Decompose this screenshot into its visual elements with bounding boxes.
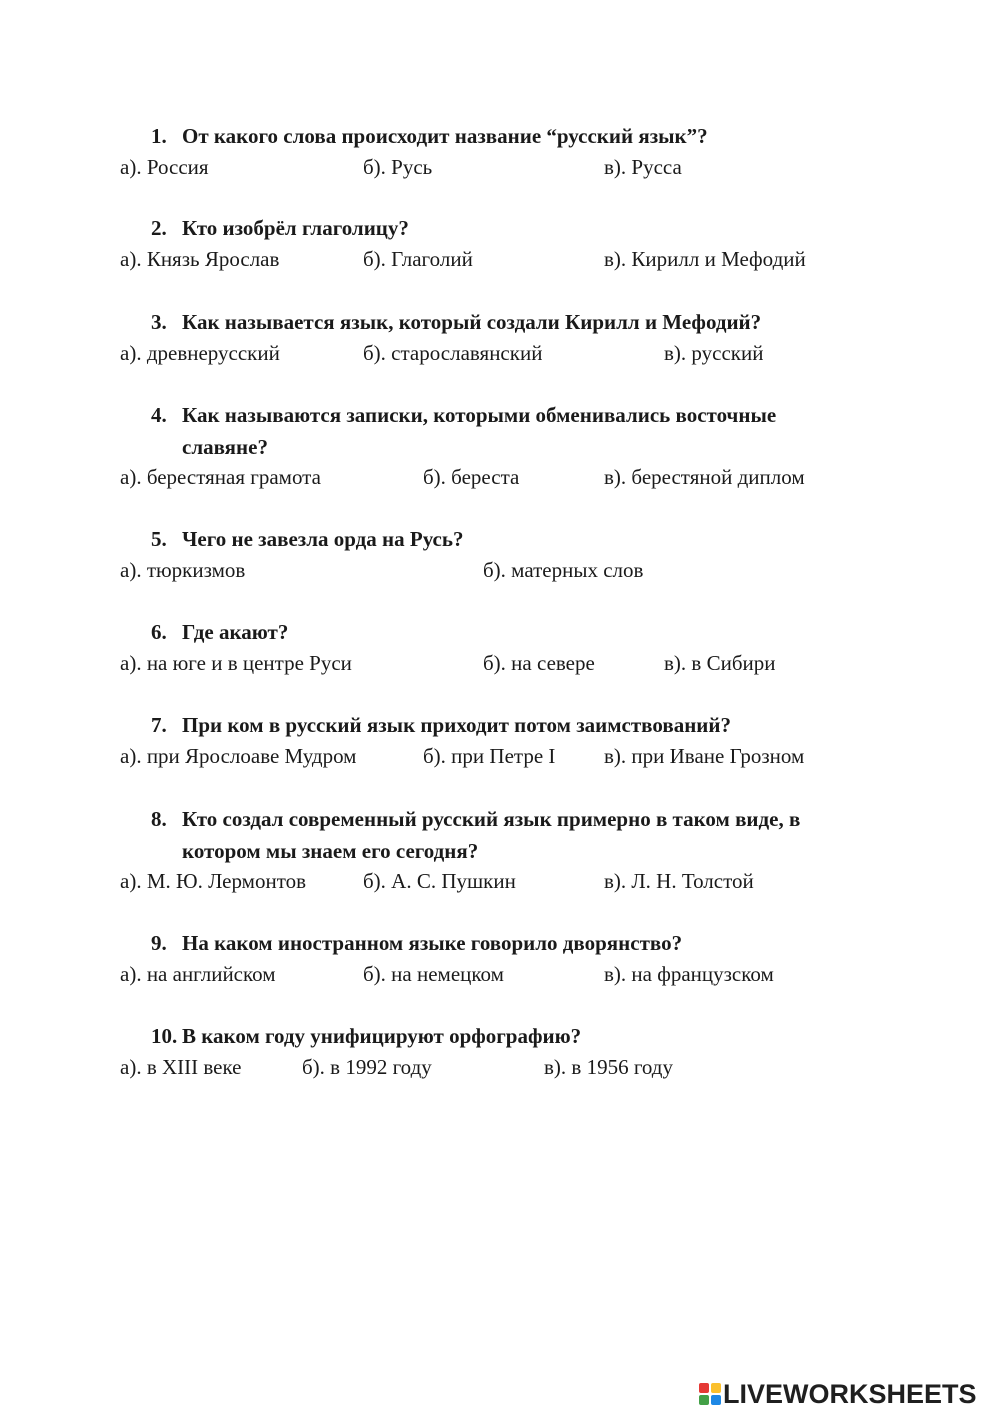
question-number: 7. (151, 713, 167, 737)
question-6 (151, 616, 871, 648)
question-10 (151, 1020, 871, 1052)
answer-row-2 (0, 243, 1000, 275)
question-text: Где акают? (182, 620, 289, 644)
question-number: 10. (151, 1024, 178, 1048)
option-b[interactable]: б). матерных слов (483, 558, 644, 582)
question-text: Как называются записки, которыми обменивались восточные славяне? (182, 403, 777, 459)
question-2 (151, 212, 871, 244)
option-b[interactable]: б). на севере (483, 651, 595, 675)
question-number: 1. (151, 124, 167, 148)
liveworksheets-logo (699, 1379, 977, 1409)
question-7 (151, 709, 871, 741)
option-b[interactable]: б). береста (423, 465, 520, 489)
option-b[interactable]: б). старославянский (363, 341, 543, 365)
answer-row-9 (0, 958, 1000, 990)
question-number: 3. (151, 310, 167, 334)
question-text: От какого слова происходит название “русский язык”? (182, 124, 708, 148)
option-c[interactable]: в). Русса (604, 155, 682, 179)
option-a[interactable]: а). Князь Ярослав (120, 247, 280, 271)
answer-row-8 (0, 865, 1000, 897)
option-c[interactable]: в). в Сибири (664, 651, 776, 675)
question-8 (151, 803, 881, 867)
answer-row-3 (0, 337, 1000, 369)
option-a[interactable]: а). тюркизмов (120, 558, 246, 582)
question-text: В каком году унифицируют орфографию? (182, 1024, 582, 1048)
question-number: 5. (151, 527, 167, 551)
question-3 (151, 306, 871, 338)
question-number: 6. (151, 620, 167, 644)
question-text: Кто изобрёл глаголицу? (182, 216, 409, 240)
option-c[interactable]: в). Л. Н. Толстой (604, 869, 754, 893)
question-number: 2. (151, 216, 167, 240)
answer-row-10 (0, 1051, 1000, 1083)
question-text: При ком в русский язык приходит потом заимствований? (182, 713, 731, 737)
question-9 (151, 927, 871, 959)
option-a[interactable]: а). берестяная грамота (120, 465, 321, 489)
answer-row-6 (0, 647, 1000, 679)
question-5 (151, 523, 871, 555)
option-c[interactable]: в). Кирилл и Мефодий (604, 247, 806, 271)
option-c[interactable]: в). в 1956 году (544, 1055, 673, 1079)
question-number: 4. (151, 403, 167, 427)
question-number: 8. (151, 807, 167, 831)
option-b[interactable]: б). Русь (363, 155, 433, 179)
option-c[interactable]: в). русский (664, 341, 764, 365)
answer-row-7 (0, 740, 1000, 772)
option-a[interactable]: а). древнерусский (120, 341, 280, 365)
option-b[interactable]: б). на немецком (363, 962, 504, 986)
answer-row-1 (0, 151, 1000, 183)
option-b[interactable]: б). А. С. Пушкин (363, 869, 516, 893)
option-a[interactable]: а). на юге и в центре Руси (120, 651, 352, 675)
answer-row-5 (0, 554, 1000, 586)
option-b[interactable]: б). в 1992 году (302, 1055, 432, 1079)
liveworksheets-logo-text: LIVEWORKSHEETS (723, 1378, 977, 1409)
answer-row-4 (0, 461, 1000, 493)
option-a[interactable]: а). Россия (120, 155, 209, 179)
question-text: Как называется язык, который создали Кирилл и Мефодий? (182, 310, 762, 334)
option-a[interactable]: а). на английском (120, 962, 276, 986)
option-a[interactable]: а). М. Ю. Лермонтов (120, 869, 307, 893)
question-number: 9. (151, 931, 167, 955)
option-a[interactable]: а). в XIII веке (120, 1055, 242, 1079)
option-c[interactable]: в). на французском (604, 962, 774, 986)
question-text: Чего не завезла орда на Русь? (182, 527, 464, 551)
question-4 (151, 399, 851, 463)
question-1 (151, 120, 871, 152)
question-text: На каком иностранном языке говорило дворянство? (182, 931, 683, 955)
liveworksheets-logo-icon (699, 1383, 721, 1405)
option-c[interactable]: в). берестяной диплом (604, 465, 805, 489)
option-b[interactable]: б). Глаголий (363, 247, 473, 271)
question-text: Кто создал современный русский язык примерно в таком виде, в котором мы знаем его сегодня? (182, 807, 801, 863)
option-a[interactable]: а). при Ярослоаве Мудром (120, 744, 357, 768)
option-c[interactable]: в). при Иване Грозном (604, 744, 805, 768)
option-b[interactable]: б). при Петре I (423, 744, 556, 768)
